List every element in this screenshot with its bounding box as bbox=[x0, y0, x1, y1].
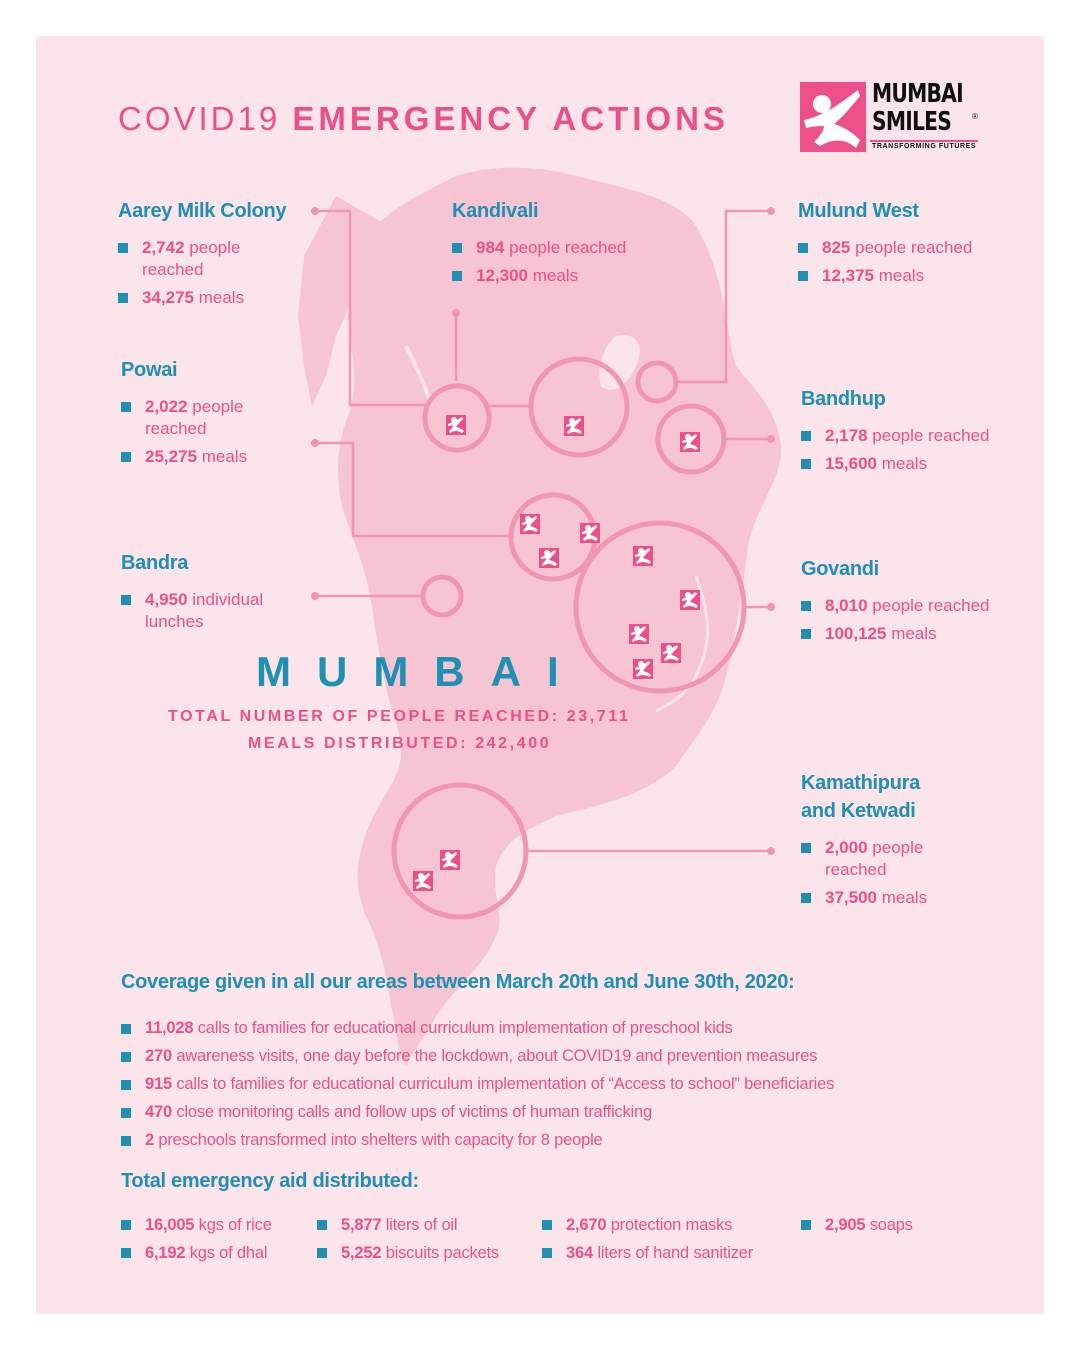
marker-icon bbox=[661, 643, 681, 663]
location-name-line1: Kamathipura bbox=[801, 772, 920, 794]
stat-value: 2,742 bbox=[142, 238, 185, 257]
aid-value: 2,905 bbox=[825, 1216, 866, 1234]
aid-item bbox=[801, 1214, 913, 1236]
location-name bbox=[801, 769, 1001, 825]
stat-value: 12,375 bbox=[822, 266, 874, 285]
location-name: Bandra bbox=[121, 552, 189, 574]
marker-icon bbox=[520, 514, 540, 534]
aid-value: 2,670 bbox=[566, 1216, 607, 1234]
stat-item bbox=[118, 237, 268, 281]
stat-item bbox=[118, 287, 318, 309]
coverage-value: 470 bbox=[145, 1103, 172, 1121]
connector-dot bbox=[767, 207, 775, 215]
connector-dot bbox=[767, 847, 775, 855]
coverage-text: calls to families for educational curriculum implementation of preschool kids bbox=[197, 1019, 733, 1037]
stat-item bbox=[801, 453, 1031, 475]
aid-item bbox=[317, 1242, 499, 1264]
stat-value: 2,000 bbox=[825, 838, 868, 857]
coverage-value: 915 bbox=[145, 1075, 172, 1093]
aid-value: 6,192 bbox=[145, 1244, 186, 1262]
total-people-label: TOTAL NUMBER OF PEOPLE REACHED: bbox=[168, 708, 560, 725]
location-powai bbox=[121, 356, 311, 474]
total-meals-value: 242,400 bbox=[475, 735, 552, 752]
stat-item bbox=[801, 425, 1031, 447]
aid-text: kgs of dhal bbox=[189, 1244, 268, 1262]
location-aarey bbox=[118, 197, 318, 315]
aid-text: soaps bbox=[869, 1216, 913, 1234]
stat-value: 984 bbox=[476, 238, 505, 257]
stat-item bbox=[801, 887, 1001, 909]
coverage-value: 2 bbox=[145, 1131, 154, 1149]
coverage-value: 11,028 bbox=[145, 1019, 194, 1037]
stat-item bbox=[121, 589, 281, 633]
connector-dot bbox=[767, 435, 775, 443]
infographic-panel bbox=[36, 36, 1044, 1314]
stat-label: meals bbox=[878, 266, 925, 285]
aid-item bbox=[121, 1242, 267, 1264]
stat-item bbox=[452, 237, 692, 259]
stat-value: 2,022 bbox=[145, 397, 188, 416]
connector-dot bbox=[452, 309, 460, 317]
stat-label: meals bbox=[881, 888, 928, 907]
aid-text: biscuits packets bbox=[385, 1244, 499, 1262]
marker-icon bbox=[564, 416, 584, 436]
stat-value: 25,275 bbox=[145, 447, 197, 466]
total-people-value: 23,711 bbox=[566, 708, 631, 725]
logo-divider bbox=[870, 140, 978, 142]
location-name: Kandivali bbox=[452, 200, 539, 222]
marker-icon bbox=[440, 850, 460, 870]
aid-value: 364 bbox=[566, 1244, 593, 1262]
marker-icon bbox=[629, 624, 649, 644]
stat-label: meals bbox=[891, 624, 937, 643]
coverage-title: Coverage given in all our areas between March 20th and June 30th, 2020: bbox=[121, 971, 795, 993]
marker-icon bbox=[580, 523, 600, 543]
coverage-text: preschools transformed into shelters with capacity for 8 people bbox=[158, 1131, 603, 1149]
title-light: COVID19 bbox=[118, 100, 281, 137]
marker-icon bbox=[680, 590, 700, 610]
stat-item bbox=[121, 396, 271, 440]
location-kamathipura-ketwadi bbox=[801, 769, 1001, 915]
logo-tagline: TRANSFORMING FUTURES bbox=[872, 143, 977, 150]
stat-label: individual lunches bbox=[145, 590, 264, 631]
marker-icon bbox=[633, 659, 653, 679]
stat-label: people reached bbox=[855, 238, 973, 257]
coverage-item bbox=[121, 1126, 834, 1154]
logo-text-line2: SMILES bbox=[872, 107, 952, 137]
stat-value: 15,600 bbox=[825, 454, 877, 473]
coverage-item bbox=[121, 1098, 834, 1126]
coverage-value: 270 bbox=[145, 1047, 172, 1065]
stat-item bbox=[801, 623, 1031, 645]
aid-text: liters of hand sanitizer bbox=[597, 1244, 754, 1262]
stat-label: people reached bbox=[145, 397, 244, 438]
city-name: MUMBAI bbox=[256, 648, 585, 695]
location-name-line2: and Ketwadi bbox=[801, 800, 916, 822]
aid-value: 16,005 bbox=[145, 1216, 195, 1234]
location-name: Mulund West bbox=[798, 200, 919, 222]
coverage-text: close monitoring calls and follow ups of victims of human trafficking bbox=[176, 1103, 652, 1121]
aid-title: Total emergency aid distributed: bbox=[121, 1170, 419, 1192]
stat-value: 12,300 bbox=[476, 266, 528, 285]
stat-value: 8,010 bbox=[825, 596, 868, 615]
stat-label: meals bbox=[881, 454, 928, 473]
stat-label: people reached bbox=[825, 838, 924, 879]
aid-item bbox=[121, 1214, 272, 1236]
total-meals-label: MEALS DISTRIBUTED: bbox=[248, 735, 469, 752]
aid-text: liters of oil bbox=[385, 1216, 458, 1234]
stat-label: meals bbox=[532, 266, 579, 285]
stat-value: 37,500 bbox=[825, 888, 877, 907]
aid-item bbox=[542, 1214, 732, 1236]
aid-item bbox=[317, 1214, 457, 1236]
connector-dot bbox=[311, 439, 319, 447]
stat-label: people reached bbox=[872, 596, 990, 615]
location-name: Powai bbox=[121, 359, 178, 381]
location-bandhup bbox=[801, 385, 1031, 481]
aid-text: protection masks bbox=[610, 1216, 733, 1234]
stat-value: 825 bbox=[822, 238, 851, 257]
page-title bbox=[118, 100, 729, 138]
aid-value: 5,252 bbox=[341, 1244, 382, 1262]
logo-registered: ® bbox=[972, 112, 978, 121]
stat-item bbox=[801, 837, 951, 881]
coverage-item bbox=[121, 1042, 834, 1070]
stat-label: meals bbox=[198, 288, 245, 307]
stat-item bbox=[801, 595, 1031, 617]
total-meals bbox=[248, 735, 551, 753]
connector-dot bbox=[767, 603, 775, 611]
coverage-item bbox=[121, 1070, 834, 1098]
stat-item bbox=[452, 265, 692, 287]
marker-icon bbox=[413, 871, 433, 891]
location-name: Bandhup bbox=[801, 388, 886, 410]
title-bold: EMERGENCY ACTIONS bbox=[292, 100, 729, 137]
connector-dot bbox=[311, 592, 319, 600]
marker-icon bbox=[539, 548, 559, 568]
location-kandivali bbox=[452, 197, 692, 293]
aid-item bbox=[542, 1242, 753, 1264]
stat-value: 2,178 bbox=[825, 426, 868, 445]
stat-value: 34,275 bbox=[142, 288, 194, 307]
location-bandra bbox=[121, 549, 311, 639]
stat-label: people reached bbox=[509, 238, 627, 257]
coverage-text: calls to families for educational curriculum implementation of “Access to school” beneficiaries bbox=[176, 1075, 835, 1093]
stat-value: 4,950 bbox=[145, 590, 188, 609]
logo-figure-icon bbox=[800, 82, 866, 152]
stat-label: people reached bbox=[142, 238, 241, 279]
location-name: Govandi bbox=[801, 558, 879, 580]
stat-item bbox=[798, 237, 1028, 259]
stat-label: people reached bbox=[872, 426, 990, 445]
stat-value: 100,125 bbox=[825, 624, 887, 643]
aid-value: 5,877 bbox=[341, 1216, 382, 1234]
stat-label: meals bbox=[201, 447, 248, 466]
logo-text-line1: MUMBAI bbox=[872, 79, 963, 109]
aid-text: kgs of rice bbox=[198, 1216, 272, 1234]
coverage-item bbox=[121, 1014, 834, 1042]
coverage-list bbox=[121, 1014, 834, 1154]
coverage-text: awareness visits, one day before the lockdown, about COVID19 and prevention measures bbox=[176, 1047, 818, 1065]
marker-icon bbox=[633, 546, 653, 566]
total-people bbox=[168, 708, 630, 726]
location-mulund-west bbox=[798, 197, 1028, 293]
location-govandi bbox=[801, 555, 1031, 651]
location-name: Aarey Milk Colony bbox=[118, 200, 287, 222]
marker-icon bbox=[680, 432, 700, 452]
stat-item bbox=[121, 446, 311, 468]
stat-item bbox=[798, 265, 1028, 287]
mumbai-smiles-logo bbox=[800, 79, 980, 154]
marker-icon bbox=[446, 415, 466, 435]
